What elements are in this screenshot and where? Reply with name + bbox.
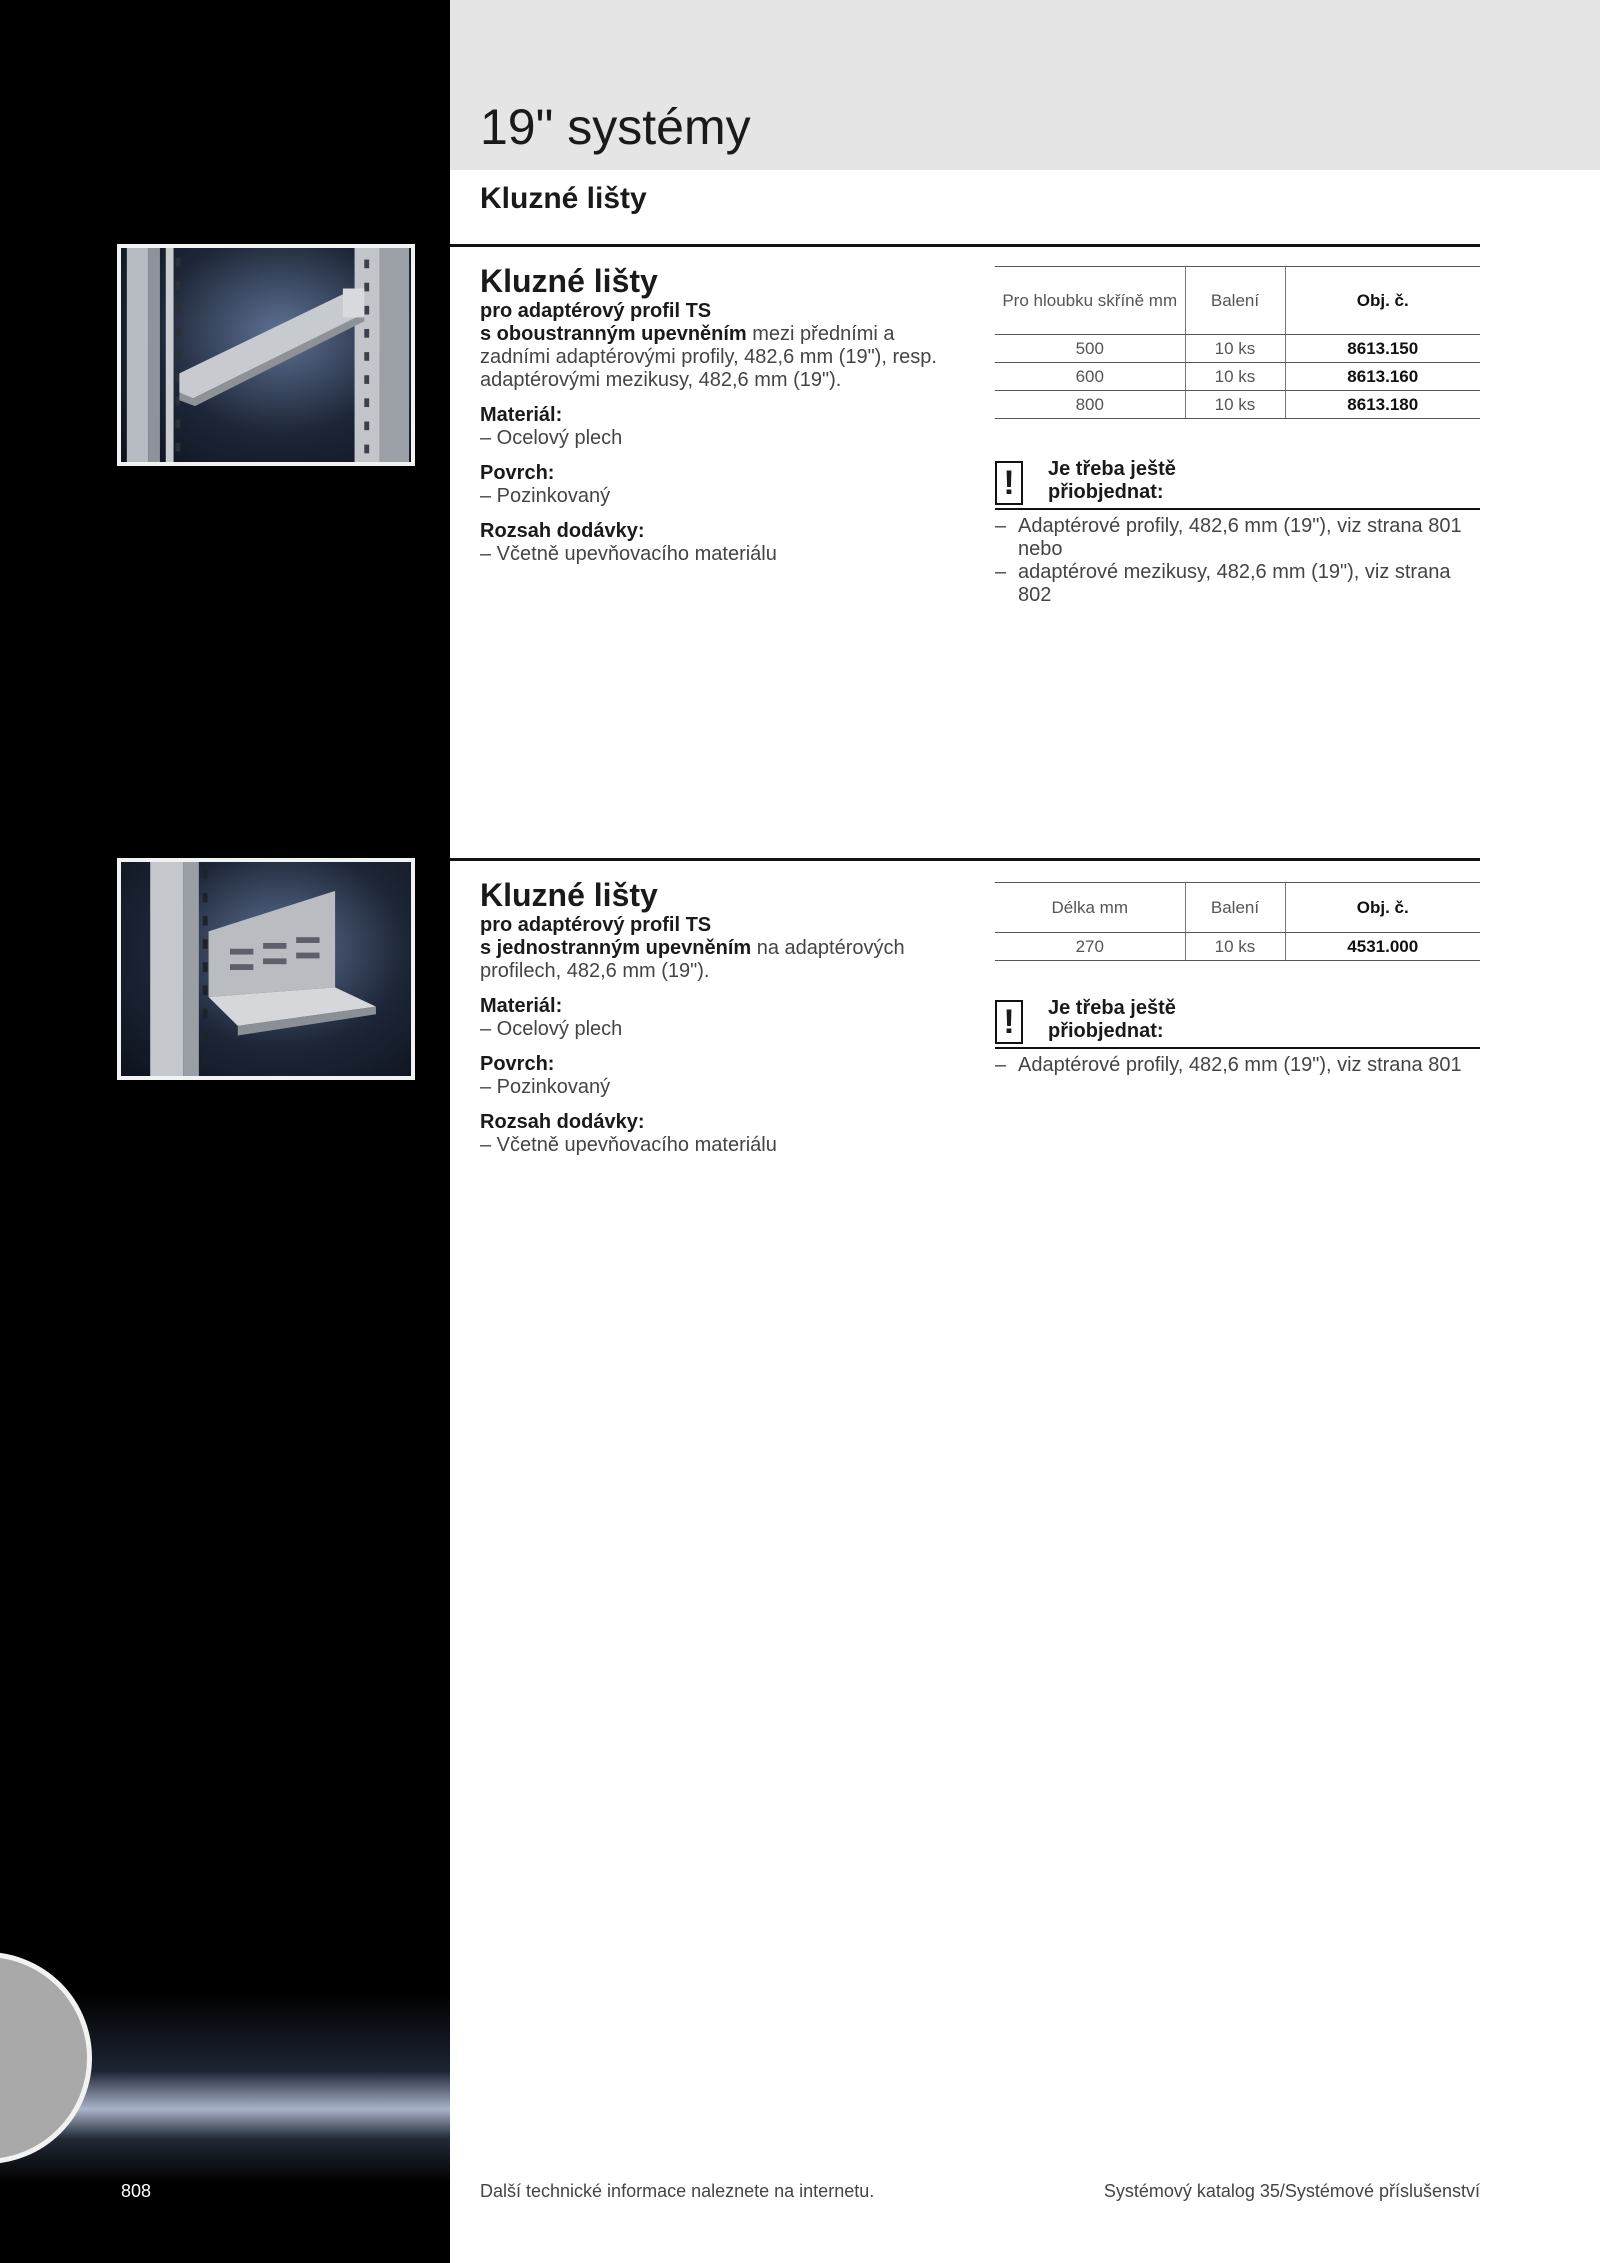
- table-cell: 4531.000: [1285, 933, 1480, 961]
- also-order-title: [1048, 458, 1176, 504]
- surface-label: Povrch:: [480, 1053, 555, 1075]
- product-title: Kluzné lišty: [480, 877, 658, 913]
- description-text: mezi předními a zadními adaptérovými profily, 482,6 mm (19"), resp. adaptérovými mezikusy, 482,6 mm (19").: [480, 323, 937, 391]
- also-order-header: [995, 458, 1480, 510]
- material-label: Materiál:: [480, 404, 563, 426]
- also-order-list: [995, 510, 1480, 607]
- product-info-2: [480, 876, 970, 1157]
- surface-value: – Pozinkovaný: [480, 1076, 611, 1098]
- product-subtitle: pro adaptérový profil TS: [480, 914, 712, 936]
- product-subtitle: pro adaptérový profil TS: [480, 300, 712, 322]
- table-cell: 10 ks: [1185, 363, 1285, 391]
- exclamation-icon: !: [995, 461, 1023, 505]
- list-item: – adaptérové mezikusy, 482,6 mm (19"), viz strana 802: [995, 561, 1451, 606]
- product-description: [480, 937, 970, 983]
- table-row: [995, 933, 1480, 961]
- table-row: [995, 391, 1480, 419]
- table-cell: 10 ks: [1185, 933, 1285, 961]
- footer-catalog: Systémový katalog 35/Systémové příslušenství: [1103, 2181, 1480, 2201]
- product-photo-slide-rail-double: [117, 244, 415, 466]
- table-cell: 10 ks: [1185, 335, 1285, 363]
- product-info-1: [480, 262, 970, 566]
- table-header-row: [995, 883, 1480, 933]
- table-cell: 8613.180: [1285, 391, 1480, 419]
- also-order-header: [995, 997, 1480, 1049]
- page-subtitle: Kluzné lišty: [480, 182, 647, 215]
- product-title: Kluzné lišty: [480, 263, 658, 299]
- table-cell: 10 ks: [1185, 391, 1285, 419]
- product-photo-slide-rail-single: [117, 858, 415, 1080]
- table-cell: 8613.160: [1285, 363, 1480, 391]
- table-cell: 8613.150: [1285, 335, 1480, 363]
- list-item-text: Adaptérové profily, 482,6 mm (19"), viz strana 801 nebo: [1018, 515, 1462, 560]
- scope-value: – Včetně upevňovacího materiálu: [480, 1134, 777, 1156]
- description-bold: s jednostranným upevněním: [480, 937, 752, 959]
- material-value: – Ocelový plech: [480, 1018, 623, 1040]
- footer-note: Další technické informace naleznete na internetu.: [480, 2181, 875, 2201]
- page-number: 808: [121, 2181, 152, 2201]
- list-item: – Adaptérové profily, 482,6 mm (19"), viz strana 801: [995, 1054, 1462, 1076]
- table-cell: 500: [995, 335, 1185, 363]
- order-table-2: [995, 882, 1480, 961]
- table-cell: 800: [995, 391, 1185, 419]
- page-title: 19" systémy: [480, 99, 751, 155]
- table-row: [995, 335, 1480, 363]
- also-order-list: [995, 1049, 1480, 1077]
- also-order-title-line: přiobjednat:: [1048, 481, 1164, 503]
- material-label: Materiál:: [480, 995, 563, 1017]
- also-order-title-line: Je třeba ještě: [1048, 997, 1176, 1019]
- also-order-title-line: přiobjednat:: [1048, 1020, 1164, 1042]
- table-cell: 270: [995, 933, 1185, 961]
- material-value: – Ocelový plech: [480, 427, 623, 449]
- table-header-row: [995, 267, 1480, 335]
- exclamation-icon: !: [995, 1000, 1023, 1044]
- column-header: Obj. č.: [1285, 883, 1480, 933]
- column-header: Pro hloubku skříně mm: [995, 267, 1185, 335]
- section-divider: [450, 244, 1480, 247]
- description-bold: s oboustranným upevněním: [480, 323, 747, 345]
- column-header: Balení: [1185, 267, 1285, 335]
- column-header: Délka mm: [995, 883, 1185, 933]
- scope-label: Rozsah dodávky:: [480, 1111, 645, 1133]
- list-item: – Adaptérové profily, 482,6 mm (19"), viz strana 801 nebo: [995, 515, 1462, 560]
- section-divider: [450, 858, 1480, 861]
- also-order-title-line: Je třeba ještě: [1048, 458, 1176, 480]
- column-header: Obj. č.: [1285, 267, 1480, 335]
- list-item-text: Adaptérové profily, 482,6 mm (19"), viz strana 801: [1018, 1054, 1462, 1076]
- description-text: na adaptérových profilech, 482,6 mm (19").: [480, 937, 905, 982]
- also-order-title: [1048, 997, 1176, 1043]
- scope-label: Rozsah dodávky:: [480, 520, 645, 542]
- product-description: [480, 323, 970, 392]
- table-cell: 600: [995, 363, 1185, 391]
- column-header: Balení: [1185, 883, 1285, 933]
- surface-label: Povrch:: [480, 462, 555, 484]
- also-order-2: [995, 997, 1480, 1077]
- surface-value: – Pozinkovaný: [480, 485, 611, 507]
- also-order-1: [995, 458, 1480, 607]
- table-row: [995, 363, 1480, 391]
- list-item-text: adaptérové mezikusy, 482,6 mm (19"), viz strana 802: [1018, 561, 1451, 606]
- order-table-1: [995, 266, 1480, 419]
- scope-value: – Včetně upevňovacího materiálu: [480, 543, 777, 565]
